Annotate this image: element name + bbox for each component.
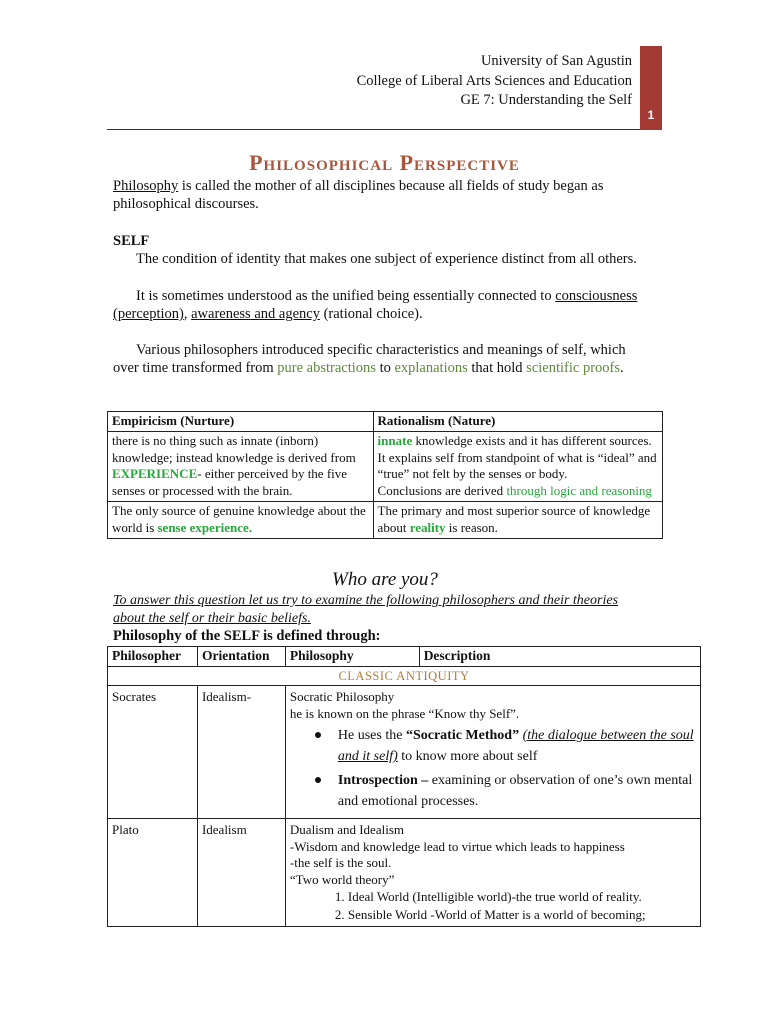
pure-abstractions-term: pure abstractions bbox=[277, 360, 376, 377]
self-paragraph-1: The condition of identity that makes one subject of experience distinct from all others. bbox=[136, 251, 637, 267]
philosophers-table bbox=[107, 646, 701, 927]
socratic-method-term: “Socratic Method” bbox=[405, 728, 520, 743]
list-item: 2. Sensible World -World of Matter is a world of becoming; bbox=[334, 907, 646, 922]
text-span: (rational choice). bbox=[319, 306, 423, 323]
socrates-phrase: he is known on the phrase “Know thy Self”. bbox=[289, 705, 520, 721]
who-intro-text: To answer this question let us try to examine the following philosophers and their theories about the self or their basic beliefs. bbox=[113, 593, 619, 626]
plato-two-world: “Two world theory” bbox=[289, 871, 395, 887]
text-span: The primary and most superior source of knowledge about bbox=[377, 502, 651, 535]
introspection-term: Introspection – bbox=[337, 773, 429, 788]
text-span: to know more about self bbox=[397, 749, 538, 764]
philosophy-term: Philosophy bbox=[113, 178, 179, 194]
table-row bbox=[108, 501, 663, 538]
description-header: Description bbox=[419, 647, 700, 667]
text-span: and bbox=[250, 306, 279, 323]
text-span: . bbox=[620, 360, 624, 377]
defined-through-label: Philosophy of the SELF is defined through: bbox=[113, 628, 381, 644]
who-are-you-heading: Who are you? bbox=[332, 569, 438, 590]
socratic-method-definition: (the dialogue between the soul and it self) bbox=[337, 728, 694, 764]
list-item bbox=[314, 770, 696, 812]
plato-soul: -the self is the soul. bbox=[289, 855, 392, 870]
empiricism-cell-2 bbox=[108, 501, 374, 538]
document-header bbox=[357, 52, 632, 111]
text-span: Conclusions are derived bbox=[377, 483, 507, 499]
page-title: Philosophical Perspective bbox=[249, 150, 520, 175]
text-span: The only source of genuine knowledge about the world is bbox=[112, 502, 366, 535]
text-span: there is no thing such as innate (inborn) knowledge; instead knowledge is derived from bbox=[112, 432, 356, 465]
reality-term: reality bbox=[409, 519, 446, 535]
text-span: to bbox=[375, 360, 395, 377]
philosopher-name: Socrates bbox=[108, 686, 198, 819]
orientation-value: Idealism- bbox=[197, 686, 285, 819]
orientation-value: Idealism bbox=[197, 819, 285, 927]
innate-term: innate bbox=[377, 432, 413, 448]
philosopher-name: Plato bbox=[108, 819, 198, 927]
text-span: - either perceived by the five senses or processed with the brain. bbox=[112, 466, 348, 499]
table-row bbox=[108, 686, 701, 819]
explanations-term: explanations bbox=[394, 360, 468, 377]
empiricism-cell-1 bbox=[108, 431, 374, 501]
intro-text: is called the mother of all disciplines because all fields of study began as philosophical discourses. bbox=[113, 178, 604, 213]
plato-description bbox=[285, 819, 700, 927]
text-span: examining or observation of one’s own mental and emotional processes. bbox=[337, 773, 693, 809]
text-span: is reason. bbox=[445, 519, 498, 535]
section-row bbox=[108, 666, 701, 686]
empiricism-header: Empiricism (Nurture) bbox=[108, 412, 374, 432]
plato-virtue: -Wisdom and knowledge lead to virtue which leads to happiness bbox=[289, 838, 625, 854]
text-span: knowledge exists and it has different sources. It explains self from standpoint of what is “ideal” and “true” not felt by the senses or body. bbox=[377, 432, 657, 482]
self-heading: SELF bbox=[113, 233, 150, 249]
course-name: GE 7: Understanding the Self bbox=[460, 92, 632, 108]
philosopher-header: Philosopher bbox=[108, 647, 198, 667]
text-span: Various philosophers introduced specific characteristics and meanings of self, which over time transformed from bbox=[113, 342, 626, 377]
text-span: He uses the bbox=[337, 728, 406, 743]
empiricism-rationalism-table bbox=[107, 411, 663, 539]
table-header-row bbox=[108, 412, 663, 432]
bullet-icon: ● bbox=[313, 728, 323, 743]
university-name: University of San Agustin bbox=[480, 53, 632, 69]
table-header-row bbox=[108, 647, 701, 667]
page-number: 1 bbox=[647, 108, 655, 122]
college-name: College of Liberal Arts Sciences and Education bbox=[356, 72, 632, 89]
philosophy-header: Philosophy bbox=[285, 647, 419, 667]
text-span: that hold bbox=[467, 360, 527, 377]
sense-experience-term: sense experience. bbox=[157, 519, 253, 535]
table-row bbox=[108, 431, 663, 501]
orientation-header: Orientation bbox=[197, 647, 285, 667]
table-row bbox=[108, 819, 701, 927]
list-item bbox=[314, 725, 696, 767]
socrates-description bbox=[285, 686, 700, 819]
agency-term: agency bbox=[278, 306, 320, 323]
consciousness-term: consciousness (perception) bbox=[113, 288, 638, 323]
text-span: It is sometimes understood as the unified being essentially connected to bbox=[136, 288, 556, 304]
plato-philosophy: Dualism and Idealism bbox=[289, 822, 404, 837]
rationalism-cell-2 bbox=[373, 501, 662, 538]
intro-paragraph bbox=[113, 177, 653, 213]
bullet-icon: ● bbox=[313, 773, 323, 788]
rationalism-cell-1 bbox=[373, 431, 662, 501]
socrates-philosophy: Socratic Philosophy bbox=[289, 689, 395, 704]
header-divider bbox=[107, 129, 640, 130]
experience-term: EXPERIENCE bbox=[112, 466, 198, 482]
self-paragraph-2 bbox=[113, 287, 653, 323]
self-paragraph-3 bbox=[113, 341, 653, 377]
logic-reasoning-term: through logic and reasoning bbox=[506, 483, 652, 499]
scientific-proofs-term: scientific proofs bbox=[526, 360, 620, 377]
text-span: , bbox=[183, 306, 192, 323]
classic-antiquity-label: CLASSIC ANTIQUITY bbox=[108, 666, 701, 686]
list-item: 1. Ideal World (Intelligible world)-the true world of reality. bbox=[334, 889, 642, 904]
rationalism-header: Rationalism (Nature) bbox=[373, 412, 662, 432]
awareness-term: awareness bbox=[191, 306, 251, 323]
